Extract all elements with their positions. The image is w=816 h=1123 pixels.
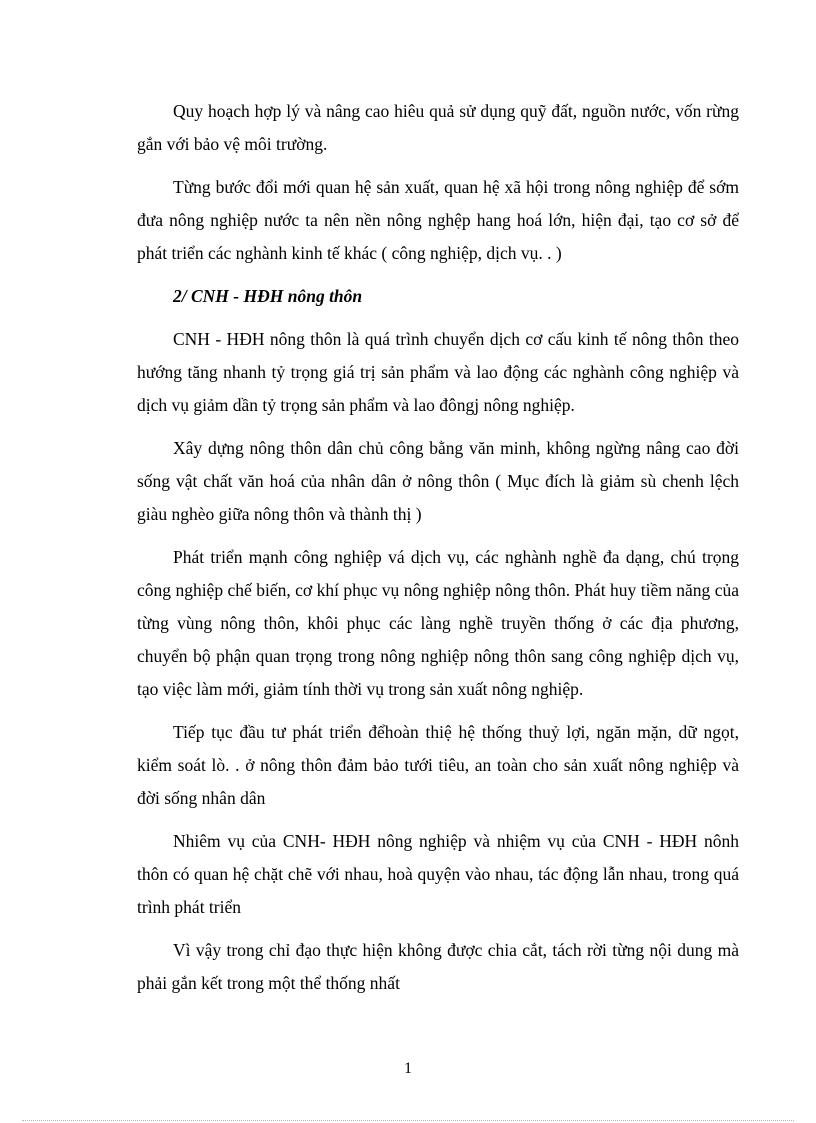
paragraph-tasks-relation: Nhiêm vụ của CNH- HĐH nông nghiệp và nhiệm vụ của CNH - HĐH nônh thôn có quan hệ chặt chẽ với nhau, hoà quyện vào nhau, tác động lẫn nhau, trong quá trình phát triển bbox=[137, 831, 739, 917]
paragraph-conclusion: Vì vậy trong chỉ đạo thực hiện không được chia cắt, tách rời từng nội dung mà phải gắn kết trong một thể thống nhất bbox=[137, 940, 739, 993]
paragraph-production-relations: Từng bước đổi mới quan hệ sản xuất, quan hệ xã hội trong nông nghiệp để sớm đưa nông nghiệp nước ta nên nền nông nghệp hang hoá lớn, hiện đại, tạo cơ sở để phát triển các nghành kinh tế khác ( công nghiệp, dịch vụ. . ) bbox=[137, 177, 739, 263]
paragraph-land-water-planning: Quy hoạch hợp lý và nâng cao hiêu quả sử dụng quỹ đất, nguồn nước, vốn rừng gắn với bảo vệ môi trường. bbox=[137, 101, 739, 154]
paragraph-irrigation: Tiếp tục đầu tư phát triển đểhoàn thiệ hệ thống thuỷ lợi, ngăn mặn, dữ ngọt, kiểm soát lò. . ở nông thôn đảm bảo tưới tiêu, an toàn cho sản xuất nông nghiệp và đời sống nhân dân bbox=[137, 722, 739, 808]
document-body bbox=[137, 95, 739, 1010]
paragraph-democratic-rural: Xây dựng nông thôn dân chủ công bằng văn minh, không ngừng nâng cao đời sống vật chất văn hoá của nhân dân ở nông thôn ( Mục đích là giảm sù chenh lệch giàu nghèo giữa nông thôn và thành thị ) bbox=[137, 438, 739, 524]
paragraph-rural-definition: CNH - HĐH nông thôn là quá trình chuyển dịch cơ cấu kinh tế nông thôn theo hướng tăng nhanh tỷ trọng giá trị sản phẩm và lao động các nghành công nghiệp và dịch vụ giảm dần tỷ trọng sản phẩm và lao đôngj nông nghiệp. bbox=[137, 329, 739, 415]
page-bottom-divider bbox=[22, 1120, 794, 1121]
section-heading-rural-cnh-hdh: 2/ CNH - HĐH nông thôn bbox=[173, 286, 363, 306]
page-number: 1 bbox=[404, 1060, 412, 1077]
paragraph-industry-services: Phát triển mạnh công nghiệp vá dịch vụ, các nghành nghề đa dạng, chú trọng công nghiệp chế biến, cơ khí phục vụ nông nghiệp nông thôn. Phát huy tiềm năng của từng vùng nông thôn, khôi phục các làng nghề truyền thống ở các địa phương, chuyển bộ phận quan trọng trong nông nghiệp nông thôn sang công nghiệp dịch vụ, tạo việc làm mới, giảm tính thời vụ trong sản xuất nông nghiệp. bbox=[137, 547, 739, 699]
